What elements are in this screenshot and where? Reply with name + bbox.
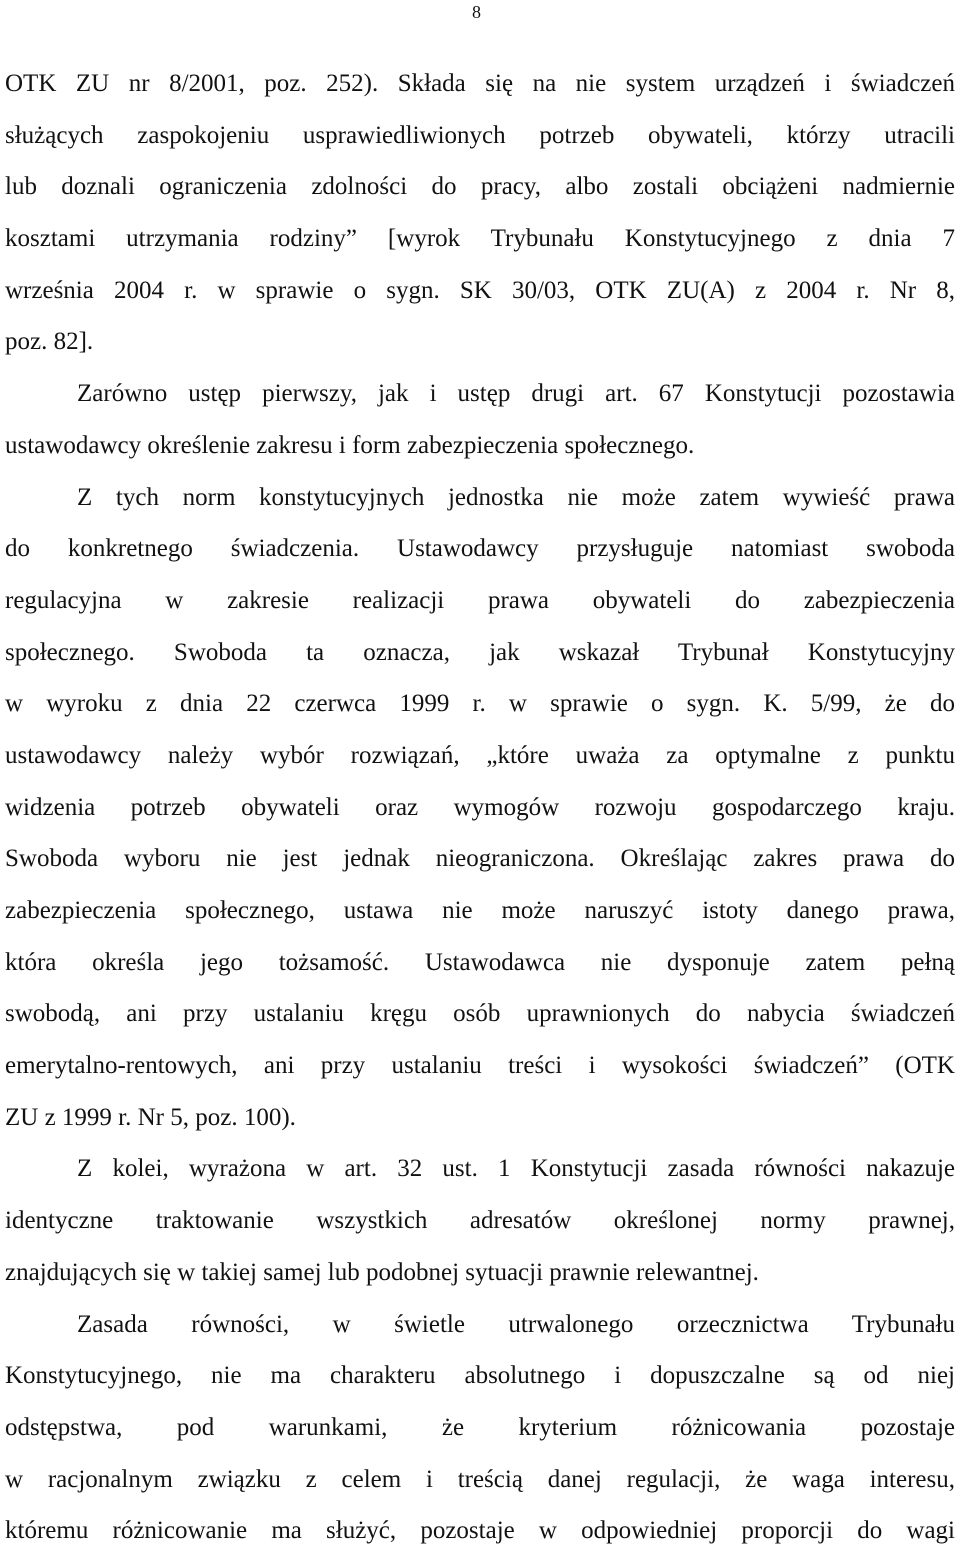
text-line: w racjonalnym związku z celem i treścią danej regulacji, że waga interesu, [5, 1465, 955, 1493]
document-body [5, 58, 955, 1557]
text-line: ustawodawcy należy wybór rozwiązań, „które uważa za optymalne z punktu [5, 741, 955, 769]
text-line: odstępstwa, pod warunkami, że kryterium różnicowania pozostaje [5, 1413, 955, 1441]
text-line: Z kolei, wyrażona w art. 32 ust. 1 Konstytucji zasada równości nakazuje [77, 1155, 955, 1183]
text-line: Z tych norm konstytucyjnych jednostka nie może zatem wywieść prawa [77, 483, 955, 511]
text-line: Zasada równości, w świetle utrwalonego orzecznictwa Trybunału [77, 1310, 955, 1338]
text-line: września 2004 r. w sprawie o sygn. SK 30/03, OTK ZU(A) z 2004 r. Nr 8, [5, 276, 955, 304]
text-line: Swoboda wyboru nie jest jednak nieograniczona. Określając zakres prawa do [5, 845, 955, 873]
text-line: społecznego. Swoboda ta oznacza, jak wskazał Trybunał Konstytucyjny [5, 638, 955, 666]
text-line: ZU z 1999 r. Nr 5, poz. 100). [5, 1103, 296, 1131]
text-line: znajdujących się w takiej samej lub podobnej sytuacji prawnie relewantnej. [5, 1258, 759, 1286]
text-line: emerytalno-rentowych, ani przy ustalaniu treści i wysokości świadczeń” (OTK [5, 1052, 955, 1080]
text-line: Konstytucyjnego, nie ma charakteru absolutnego i dopuszczalne są od niej [5, 1362, 955, 1390]
text-line: poz. 82]. [5, 328, 94, 356]
page-number: 8 [472, 2, 481, 22]
text-line: która określa jego tożsamość. Ustawodawca nie dysponuje zatem pełną [5, 948, 955, 976]
text-line: identyczne traktowanie wszystkich adresatów określonej normy prawnej, [5, 1207, 955, 1235]
text-line: ustawodawcy określenie zakresu i form zabezpieczenia społecznego. [5, 431, 695, 459]
text-line: do konkretnego świadczenia. Ustawodawcy przysługuje natomiast swoboda [5, 535, 955, 563]
text-line: Zarówno ustęp pierwszy, jak i ustęp drugi art. 67 Konstytucji pozostawia [77, 380, 955, 408]
text-line: regulacyjna w zakresie realizacji prawa obywateli do zabezpieczenia [5, 586, 955, 614]
text-line: OTK ZU nr 8/2001, poz. 252). Składa się na nie system urządzeń i świadczeń [5, 70, 955, 97]
text-line: swobodą, ani przy ustalaniu kręgu osób uprawnionych do nabycia świadczeń [5, 1000, 955, 1028]
text-line: służących zaspokojeniu usprawiedliwionych potrzeb obywateli, którzy utracili [5, 121, 955, 149]
text-line: któremu różnicowanie ma służyć, pozostaje w odpowiedniej proporcji do wagi [5, 1517, 955, 1545]
text-line: widzenia potrzeb obywateli oraz wymogów rozwoju gospodarczego kraju. [5, 793, 955, 821]
text-line: zabezpieczenia społecznego, ustawa nie może naruszyć istoty danego prawa, [5, 897, 955, 924]
text-line: kosztami utrzymania rodziny” [wyrok Trybunału Konstytucyjnego z dnia 7 [5, 225, 955, 253]
text-line: lub doznali ograniczenia zdolności do pracy, albo zostali obciążeni nadmiernie [5, 173, 955, 201]
text-line: w wyroku z dnia 22 czerwca 1999 r. w sprawie o sygn. K. 5/99, że do [5, 690, 955, 718]
